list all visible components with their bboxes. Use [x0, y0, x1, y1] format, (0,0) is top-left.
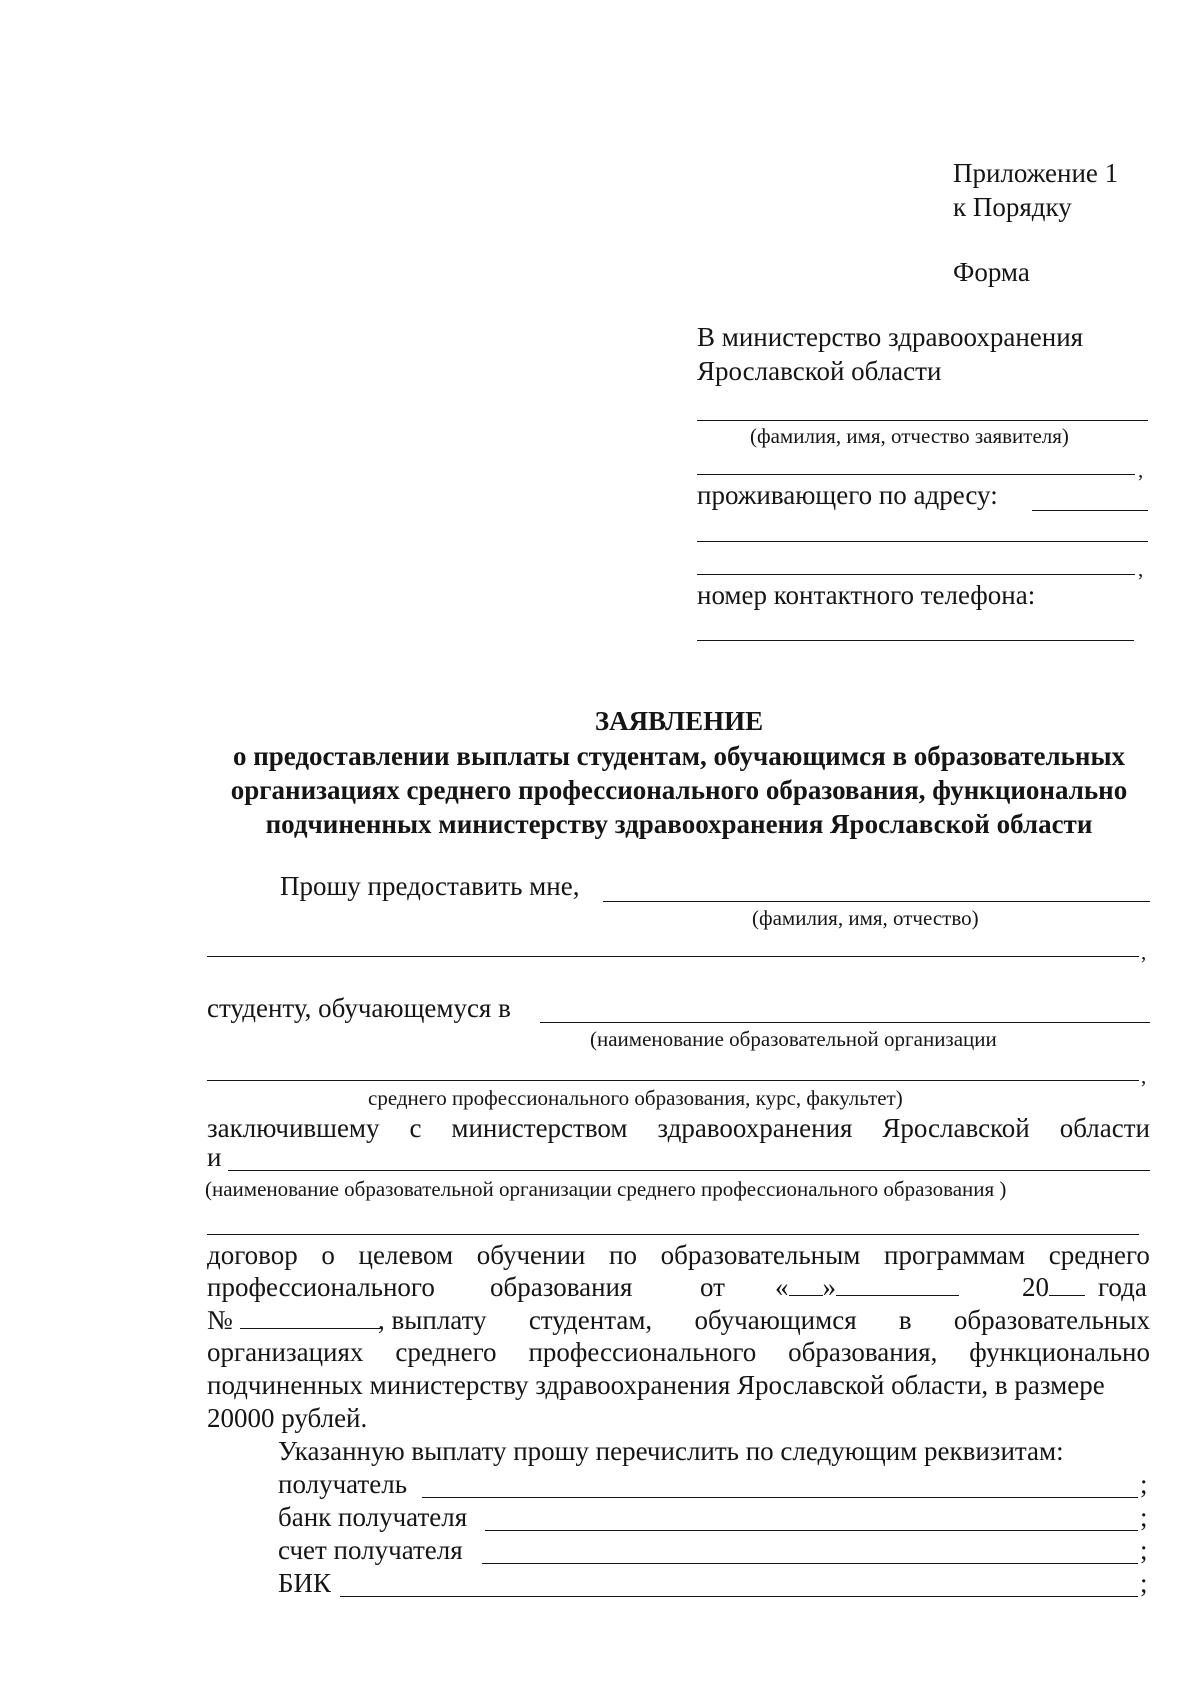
- bank-field[interactable]: [485, 1530, 1138, 1531]
- word: заключившему: [207, 1113, 380, 1143]
- quote-close: »: [822, 1272, 836, 1302]
- form-label: Форма: [953, 257, 1030, 287]
- word: профессионального: [528, 1337, 757, 1367]
- sep-1: ;: [1140, 1469, 1148, 1499]
- number-sign: №: [207, 1305, 233, 1335]
- amount-line: 20000 рублей.: [207, 1403, 368, 1433]
- applicant-fio-field[interactable]: [697, 420, 1148, 421]
- word: здравоохранения: [657, 1113, 853, 1143]
- word: в: [898, 1305, 912, 1335]
- subordinate-line: подчиненных министерству здравоохранения Ярославской области, в размере: [207, 1370, 1105, 1400]
- document-title: ЗАЯВЛЕНИЕ: [594, 706, 764, 736]
- recipient-fio-caption: (фамилия, имя, отчество): [752, 906, 979, 930]
- from-label: от: [700, 1272, 725, 1302]
- recipient-fio-field-2[interactable]: [207, 956, 1139, 957]
- request-label: Прошу предоставить мне,: [280, 871, 580, 901]
- student-label: студенту, обучающемуся в: [207, 993, 511, 1023]
- address-field-2[interactable]: [697, 541, 1148, 542]
- phone-field[interactable]: [697, 640, 1134, 641]
- sep-3: ;: [1140, 1535, 1148, 1565]
- appendix-label: Приложение 1: [953, 158, 1119, 188]
- subtitle-line-3: подчиненных министерству здравоохранения Ярославской области: [265, 809, 1093, 839]
- word: среднего: [1048, 1240, 1150, 1270]
- word: программам: [884, 1240, 1026, 1270]
- institution-2-caption: (наименование образовательной организации среднего профессионального образования ): [205, 1177, 1007, 1201]
- bank-label: банк получателя: [278, 1502, 468, 1532]
- address-label: проживающего по адресу:: [697, 480, 998, 510]
- word: Ярославской: [882, 1113, 1030, 1143]
- account-label: счет получателя: [278, 1535, 463, 1565]
- payment-line: [378, 1305, 1150, 1336]
- recipient-field[interactable]: [422, 1497, 1138, 1498]
- word: образовательных: [953, 1305, 1150, 1335]
- institution-caption-2: среднего профессионального образования, курс, факультет): [368, 1086, 903, 1110]
- orgs-line: [207, 1337, 1150, 1368]
- bik-label: БИК: [278, 1568, 332, 1598]
- bik-field[interactable]: [340, 1596, 1138, 1597]
- month-field[interactable]: [836, 1273, 959, 1296]
- word: целевом: [358, 1240, 454, 1270]
- word: студентам,: [528, 1305, 653, 1335]
- comma-1: ,: [1138, 458, 1144, 482]
- year-prefix: 20: [1022, 1272, 1049, 1302]
- sep-2: ;: [1140, 1502, 1148, 1532]
- word: о: [321, 1240, 335, 1270]
- word: обучении: [476, 1240, 586, 1270]
- word: , выплату: [378, 1305, 487, 1335]
- phone-label: номер контактного телефона:: [697, 580, 1036, 610]
- institution-2-field[interactable]: [228, 1170, 1150, 1171]
- contract-number-field[interactable]: [240, 1306, 380, 1329]
- concluded-line: [207, 1113, 1150, 1144]
- year-group: [1022, 1272, 1085, 1303]
- comma-4: ,: [1141, 1064, 1147, 1088]
- addressee-line-1: В министерство здравоохранения: [697, 322, 1084, 352]
- word: образовательным: [660, 1240, 861, 1270]
- sep-4: ;: [1140, 1568, 1148, 1598]
- and-label: и: [207, 1142, 222, 1172]
- contract-line: [207, 1240, 1150, 1271]
- word: министерством: [451, 1113, 628, 1143]
- subtitle-line-2: организациях среднего профессионального образования, функционально: [230, 775, 1128, 805]
- comma-2: ,: [1138, 557, 1144, 581]
- to-order-label: к Порядку: [953, 192, 1072, 222]
- word: обучающимся: [694, 1305, 857, 1335]
- word: образования,: [788, 1337, 938, 1367]
- word: организациях: [207, 1337, 364, 1367]
- address-field-3[interactable]: [697, 574, 1135, 575]
- year-field[interactable]: [1049, 1273, 1085, 1296]
- account-field[interactable]: [482, 1563, 1138, 1564]
- applicant-fio-caption: (фамилия, имя, отчество заявителя): [750, 424, 1069, 448]
- institution-2-field-2[interactable]: [207, 1234, 1139, 1235]
- education-word: образования: [490, 1272, 633, 1302]
- day-field[interactable]: [789, 1273, 823, 1296]
- date-day: [775, 1272, 959, 1303]
- word: среднего: [395, 1337, 497, 1367]
- institution-field[interactable]: [540, 1022, 1150, 1023]
- subtitle-line-1: о предоставлении выплаты студентам, обучающимся в образовательных: [232, 741, 1126, 771]
- year-label: года: [1098, 1272, 1147, 1302]
- quote-open: «: [775, 1272, 789, 1302]
- comma-3: ,: [1141, 940, 1147, 964]
- word: по: [609, 1240, 637, 1270]
- addressee-line-2: Ярославской области: [697, 356, 942, 386]
- institution-field-2[interactable]: [207, 1080, 1139, 1081]
- recipient-label: получатель: [278, 1469, 408, 1499]
- requisites-intro: Указанную выплату прошу перечислить по следующим реквизитам:: [278, 1436, 1064, 1466]
- applicant-fio-field-2[interactable]: [697, 474, 1135, 475]
- number-group: [207, 1305, 380, 1336]
- address-field-1[interactable]: [1032, 510, 1148, 511]
- word: области: [1059, 1113, 1150, 1143]
- word: функционально: [969, 1337, 1150, 1367]
- institution-caption-1: (наименование образовательной организации: [590, 1027, 997, 1051]
- word: договор: [207, 1240, 298, 1270]
- recipient-fio-field[interactable]: [603, 901, 1150, 902]
- word: с: [409, 1113, 422, 1143]
- prof-edu-word: профессионального: [207, 1272, 435, 1302]
